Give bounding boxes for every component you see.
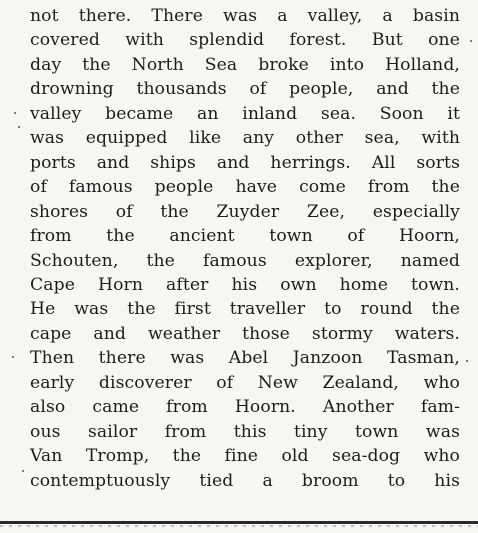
article-line: Then there was Abel Janzoon Tasman, bbox=[30, 348, 460, 369]
article-line: early discoverer of New Zealand, who bbox=[30, 372, 460, 393]
print-speck bbox=[14, 112, 16, 114]
print-speck bbox=[12, 356, 14, 358]
article-line: valley became an inland sea. Soon it bbox=[30, 103, 460, 124]
article-line: He was the first traveller to round the bbox=[30, 299, 460, 320]
article-line: shores of the Zuyder Zee, especially bbox=[30, 201, 460, 222]
print-speck bbox=[18, 126, 20, 128]
article-line: day the North Sea broke into Holland, bbox=[30, 54, 460, 75]
print-speck bbox=[466, 360, 468, 362]
rule-texture bbox=[0, 525, 478, 527]
print-speck bbox=[470, 40, 472, 42]
article-line: contemptuously tied a broom to his bbox=[30, 470, 460, 491]
article-line: not there. There was a valley, a basin bbox=[30, 6, 460, 26]
article-line: of famous people have come from the bbox=[30, 177, 460, 198]
article-line: also came from Hoorn. Another fam- bbox=[30, 397, 460, 418]
article-line: Schouten, the famous explorer, named bbox=[30, 250, 460, 271]
article-line: ports and ships and herrings. All sorts bbox=[30, 152, 460, 173]
article-line: covered with splendid forest. But one bbox=[30, 30, 460, 51]
print-speck bbox=[22, 470, 24, 472]
article-line: ous sailor from this tiny town was bbox=[30, 421, 460, 442]
article-line: was equipped like any other sea, with bbox=[30, 128, 460, 149]
article-column bbox=[30, 4, 460, 493]
article-line: Cape Horn after his own home town. bbox=[30, 274, 460, 295]
article-line: Van Tromp, the fine old sea-dog who bbox=[30, 446, 460, 467]
article-line: drowning thousands of people, and the bbox=[30, 79, 460, 100]
column-bottom-rule bbox=[0, 521, 478, 524]
article-line: from the ancient town of Hoorn, bbox=[30, 226, 460, 247]
article-line: cape and weather those stormy waters. bbox=[30, 323, 460, 344]
